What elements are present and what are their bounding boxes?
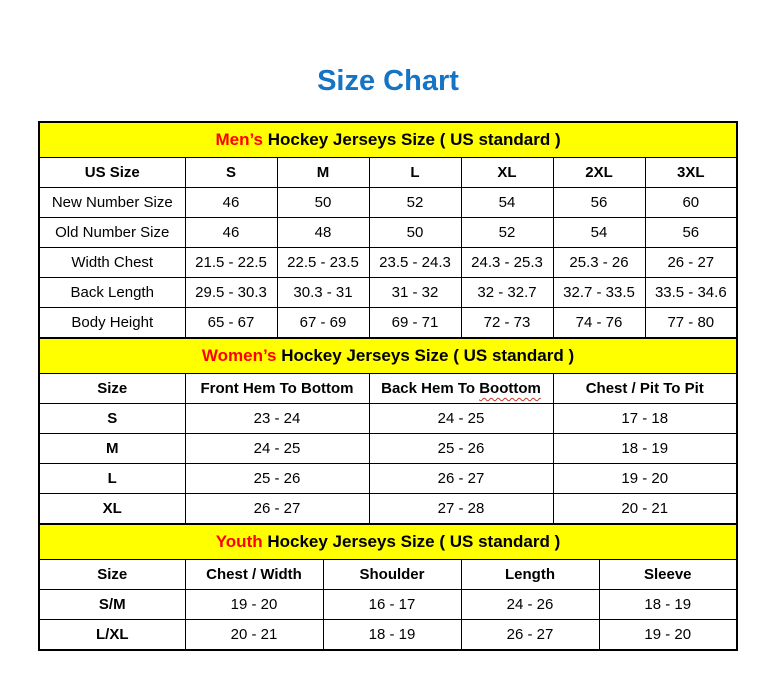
size-value-cell: 20 - 21 [553, 494, 737, 525]
size-value-cell: 54 [553, 218, 645, 248]
section-band [39, 122, 737, 158]
column-header: Size [39, 374, 185, 404]
size-value-cell: 72 - 73 [461, 308, 553, 339]
size-value-cell: 19 - 20 [599, 620, 737, 651]
column-header: S [185, 158, 277, 188]
table-row [39, 218, 737, 248]
row-label: Body Height [39, 308, 185, 339]
size-value-cell: 46 [185, 218, 277, 248]
size-value-cell: 26 - 27 [461, 620, 599, 651]
size-value-cell: 18 - 19 [323, 620, 461, 651]
size-value-cell: 21.5 - 22.5 [185, 248, 277, 278]
size-value-cell: 30.3 - 31 [277, 278, 369, 308]
size-value-cell: 74 - 76 [553, 308, 645, 339]
size-value-cell: 56 [553, 188, 645, 218]
column-header: XL [461, 158, 553, 188]
page-title: Size Chart [317, 65, 459, 97]
column-header: Size [39, 560, 185, 590]
size-value-cell: 18 - 19 [599, 590, 737, 620]
size-value-cell: 24.3 - 25.3 [461, 248, 553, 278]
section-band [39, 524, 737, 560]
size-value-cell: 32 - 32.7 [461, 278, 553, 308]
size-value-cell: 23.5 - 24.3 [369, 248, 461, 278]
row-label: New Number Size [39, 188, 185, 218]
size-value-cell: 24 - 25 [369, 404, 553, 434]
column-header: M [277, 158, 369, 188]
table-row [39, 464, 737, 494]
section-heading-accent: Men’s [215, 130, 263, 149]
section-heading-accent: Youth [215, 532, 263, 551]
column-header: Shoulder [323, 560, 461, 590]
size-value-cell: 20 - 21 [185, 620, 323, 651]
size-value-cell: 29.5 - 30.3 [185, 278, 277, 308]
table-row [39, 248, 737, 278]
column-header: Chest / Width [185, 560, 323, 590]
table-row [39, 278, 737, 308]
row-label: XL [39, 494, 185, 525]
misspelled-word: Boottom [479, 380, 541, 397]
row-label: Back Length [39, 278, 185, 308]
section-heading [39, 122, 737, 158]
column-header: 2XL [553, 158, 645, 188]
section-heading [39, 338, 737, 374]
size-value-cell: 48 [277, 218, 369, 248]
size-value-cell: 19 - 20 [185, 590, 323, 620]
size-value-cell: 23 - 24 [185, 404, 369, 434]
size-value-cell: 25.3 - 26 [553, 248, 645, 278]
size-value-cell: 31 - 32 [369, 278, 461, 308]
size-value-cell: 26 - 27 [369, 464, 553, 494]
size-value-cell: 77 - 80 [645, 308, 737, 339]
size-value-cell: 33.5 - 34.6 [645, 278, 737, 308]
table-row [39, 308, 737, 339]
column-header: Front Hem To Bottom [185, 374, 369, 404]
size-value-cell: 26 - 27 [645, 248, 737, 278]
size-value-cell: 17 - 18 [553, 404, 737, 434]
size-table-womens [38, 337, 738, 525]
row-label: Width Chest [39, 248, 185, 278]
column-header-row [39, 158, 737, 188]
size-value-cell: 56 [645, 218, 737, 248]
column-header: 3XL [645, 158, 737, 188]
column-header: Length [461, 560, 599, 590]
section-heading [39, 524, 737, 560]
row-label: M [39, 434, 185, 464]
table-row [39, 620, 737, 651]
row-label: L/XL [39, 620, 185, 651]
table-row [39, 434, 737, 464]
size-value-cell: 25 - 26 [369, 434, 553, 464]
section-heading-text: Hockey Jerseys Size ( US standard ) [276, 346, 575, 365]
size-value-cell: 54 [461, 188, 553, 218]
size-value-cell: 16 - 17 [323, 590, 461, 620]
size-tables-container [38, 121, 736, 651]
row-label: S/M [39, 590, 185, 620]
section-band [39, 338, 737, 374]
size-value-cell: 25 - 26 [185, 464, 369, 494]
size-value-cell: 18 - 19 [553, 434, 737, 464]
column-header: Sleeve [599, 560, 737, 590]
section-heading-text: Hockey Jerseys Size ( US standard ) [263, 130, 561, 149]
size-value-cell: 19 - 20 [553, 464, 737, 494]
table-row [39, 404, 737, 434]
size-value-cell: 69 - 71 [369, 308, 461, 339]
size-value-cell: 65 - 67 [185, 308, 277, 339]
column-header-row [39, 374, 737, 404]
size-value-cell: 46 [185, 188, 277, 218]
size-table-section-womens [38, 337, 736, 525]
size-value-cell: 24 - 25 [185, 434, 369, 464]
size-value-cell: 22.5 - 23.5 [277, 248, 369, 278]
column-header [369, 374, 553, 404]
size-value-cell: 50 [277, 188, 369, 218]
row-label: S [39, 404, 185, 434]
size-value-cell: 32.7 - 33.5 [553, 278, 645, 308]
section-heading-accent: Women’s [201, 346, 277, 365]
size-table-section-youth [38, 523, 736, 651]
size-table-mens [38, 121, 738, 339]
size-value-cell: 24 - 26 [461, 590, 599, 620]
column-header: Chest / Pit To Pit [553, 374, 737, 404]
size-value-cell: 27 - 28 [369, 494, 553, 525]
size-value-cell: 67 - 69 [277, 308, 369, 339]
size-value-cell: 26 - 27 [185, 494, 369, 525]
column-header: L [369, 158, 461, 188]
table-row [39, 188, 737, 218]
size-value-cell: 52 [369, 188, 461, 218]
size-value-cell: 50 [369, 218, 461, 248]
table-row [39, 590, 737, 620]
table-row [39, 494, 737, 525]
size-value-cell: 52 [461, 218, 553, 248]
column-header: US Size [39, 158, 185, 188]
row-label: Old Number Size [39, 218, 185, 248]
column-header-row [39, 560, 737, 590]
size-table-section-mens [38, 121, 736, 339]
size-value-cell: 60 [645, 188, 737, 218]
size-table-youth [38, 523, 738, 651]
column-header-text: Back Hem To [381, 380, 480, 397]
section-heading-text: Hockey Jerseys Size ( US standard ) [262, 532, 561, 551]
row-label: L [39, 464, 185, 494]
